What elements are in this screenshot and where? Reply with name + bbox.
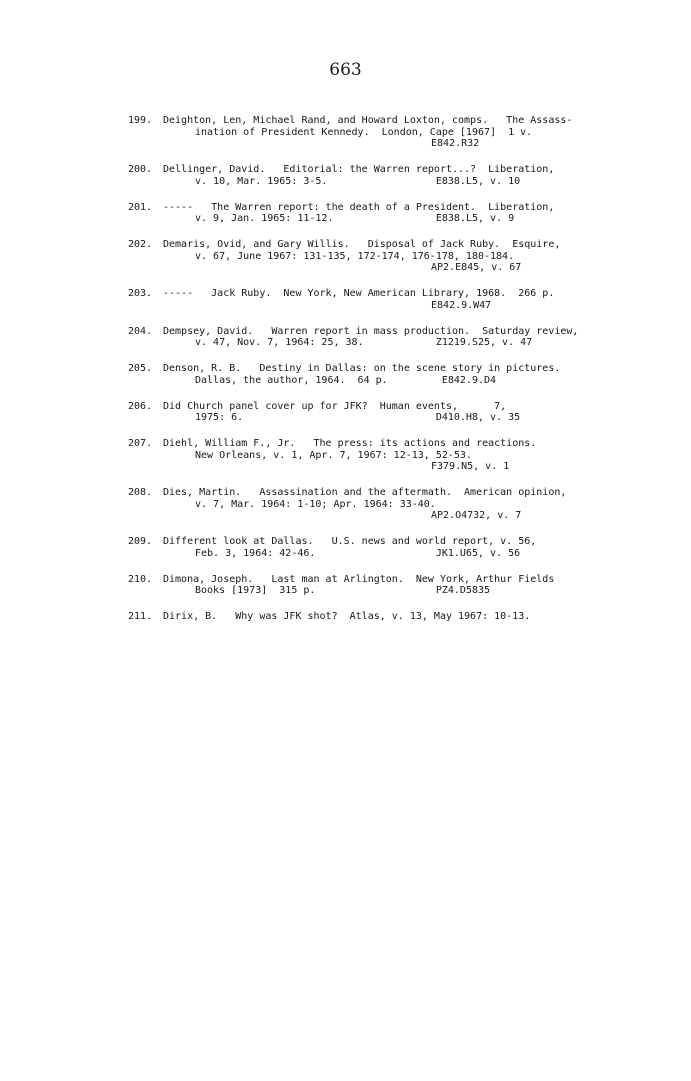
entry-text-line: Dimona, Joseph. Last man at Arlington. New York, Arthur Fields [163, 573, 555, 585]
bibliography-entry [0, 611, 691, 623]
bibliography-entry [0, 326, 691, 349]
entry-number: 203. [128, 288, 153, 299]
call-number: AP2.O4732, v. 7 [431, 510, 522, 521]
entry-number: 207. [128, 438, 153, 449]
entry-text-line: ----- The Warren report: the death of a President. Liberation, [163, 201, 555, 213]
bibliography-entry [0, 536, 691, 559]
entry-number: 202. [128, 239, 153, 250]
entry-text-line: Books [1973] 315 p. PZ4.D5835 [195, 585, 491, 596]
entry-text-line: Feb. 3, 1964: 42-46. JK1.U65, v. 56 [195, 547, 521, 559]
bibliography-entry [0, 202, 691, 225]
bibliography-entry [0, 401, 691, 424]
entry-text-line: Did Church panel cover up for JFK? Human events, 7, [163, 400, 507, 412]
entry-text-line: v. 7, Mar. 1964: 1-10; Apr. 1964: 33-40. [195, 498, 436, 510]
entry-text-line: ----- Jack Ruby. New York, New American Library, 1968. 266 p. [163, 288, 555, 299]
entry-text-line: Dies, Martin. Assassination and the aftermath. American opinion, [163, 487, 567, 498]
bibliography-entry [0, 487, 691, 522]
entry-number: 205. [128, 363, 153, 374]
entry-number: 199. [128, 115, 153, 126]
entry-text-line: 1975: 6. D410.H8, v. 35 [195, 412, 521, 423]
call-number: AP2.E845, v. 67 [431, 262, 522, 273]
entry-text-line: Deighton, Len, Michael Rand, and Howard Loxton, comps. The Assass- [163, 115, 573, 126]
entry-text-line: Diehl, William F., Jr. The press: its actions and reactions. [163, 438, 537, 449]
entry-number: 211. [128, 611, 153, 622]
entry-text-line: Different look at Dallas. U.S. news and world report, v. 56, [163, 536, 537, 547]
bibliography-entry [0, 115, 691, 150]
entry-number: 200. [128, 164, 153, 175]
entry-text-line: Dellinger, David. Editorial: the Warren report...? Liberation, [163, 164, 555, 175]
entry-text-line: Dirix, B. Why was JFK shot? Atlas, v. 13, May 1967: 10-13. [163, 611, 531, 622]
entry-number: 204. [128, 325, 153, 337]
bibliography-entry [0, 574, 691, 597]
call-number: F379.N5, v. 1 [431, 461, 510, 472]
entry-text-line: v. 10, Mar. 1965: 3-5. E838.L5, v. 10 [195, 175, 521, 187]
entry-number: 208. [128, 487, 153, 498]
bibliography-entry [0, 288, 691, 311]
entry-text-line: Dempsey, David. Warren report in mass production. Saturday review, [163, 325, 579, 337]
bibliography-list [0, 115, 691, 637]
bibliography-entry [0, 438, 691, 473]
entry-number: 209. [128, 536, 153, 547]
entry-text-line: v. 9, Jan. 1965: 11-12. E838.L5, v. 9 [195, 213, 515, 224]
entry-text-line: v. 47, Nov. 7, 1964: 25, 38. Z1219.S25, v. 47 [195, 337, 533, 348]
entry-text-line: v. 67, June 1967: 131-135, 172-174, 176-178, 180-184. [195, 250, 515, 262]
bibliography-entry [0, 164, 691, 187]
bibliography-entry [0, 239, 691, 274]
call-number: E842.9.W47 [431, 299, 492, 311]
page-number: 663 [329, 60, 362, 80]
bibliography-entry [0, 363, 691, 386]
entry-text-line: Dallas, the author, 1964. 64 p. E842.9.D4 [195, 374, 497, 386]
entry-text-line: Demaris, Ovid, and Gary Willis. Disposal of Jack Ruby. Esquire, [163, 239, 561, 250]
entry-text-line: Denson, R. B. Destiny in Dallas: on the scene story in pictures. [163, 363, 561, 374]
entry-text-line: ination of President Kennedy. London, Cape [1967] 1 v. [195, 126, 533, 138]
entry-number: 206. [128, 400, 153, 412]
entry-number: 210. [128, 573, 153, 585]
entry-number: 201. [128, 201, 153, 213]
entry-text-line: New Orleans, v. 1, Apr. 7, 1967: 12-13, 52-53. [195, 449, 472, 461]
call-number: E842.R32 [431, 138, 480, 149]
